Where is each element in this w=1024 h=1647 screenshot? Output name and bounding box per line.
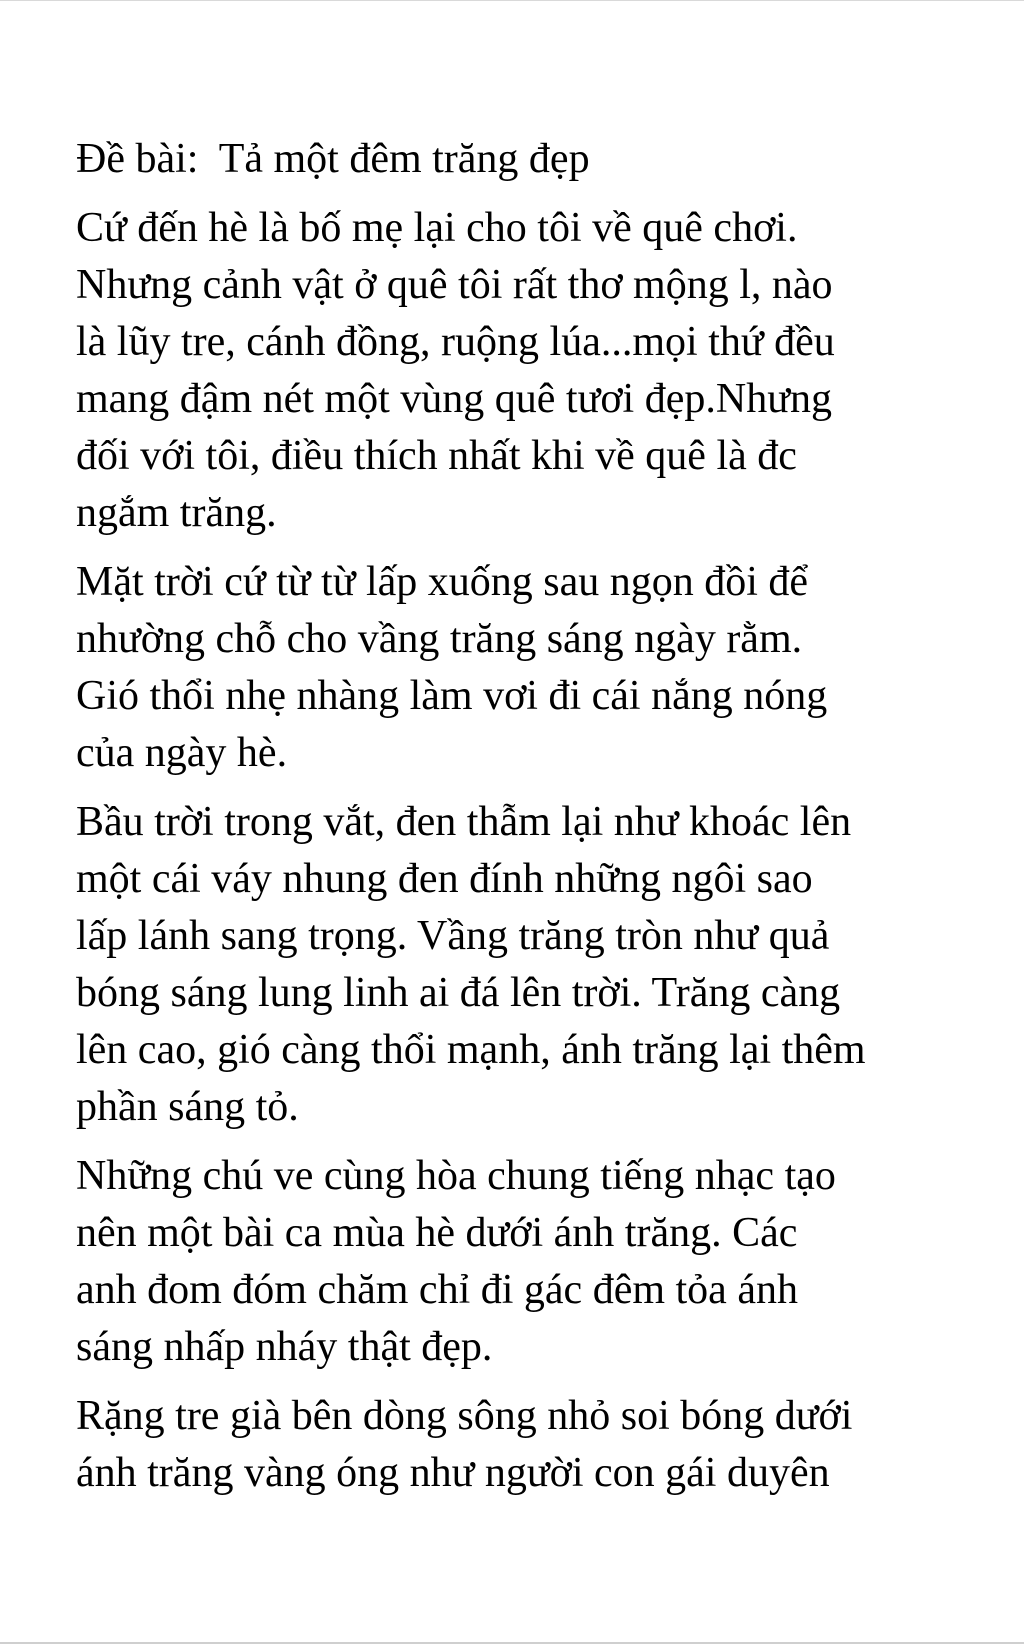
paragraph-5	[76, 1388, 996, 1502]
text-line: phần sáng tỏ.	[76, 1084, 299, 1130]
text-line: Nhưng cảnh vật ở quê tôi rất thơ mộng l, nào	[76, 262, 833, 308]
text-line: mang đậm nét một vùng quê tươi đẹp.Nhưng	[76, 376, 832, 422]
text-line: anh đom đóm chăm chỉ đi gác đêm tỏa ánh	[76, 1267, 798, 1313]
text-line: lấp lánh sang trọng. Vầng trăng tròn như quả	[76, 913, 830, 959]
paragraph-3	[76, 794, 996, 1136]
paragraph-2	[76, 554, 996, 782]
page-bottom-border	[0, 1642, 1024, 1644]
paragraph-1	[76, 200, 996, 542]
text-line: Mặt trời cứ từ từ lấp xuống sau ngọn đồi để	[76, 559, 809, 605]
text-line: Bầu trời trong vắt, đen thẫm lại như khoác lên	[76, 799, 852, 845]
document-body	[76, 131, 996, 1514]
text-line: Cứ đến hè là bố mẹ lại cho tôi về quê chơi.	[76, 205, 798, 251]
text-line: ngắm trăng.	[76, 490, 277, 536]
text-line: sáng nhấp nháy thật đẹp.	[76, 1324, 493, 1370]
text-line: Gió thổi nhẹ nhàng làm vơi đi cái nắng nóng	[76, 673, 828, 719]
text-line: Những chú ve cùng hòa chung tiếng nhạc tạo	[76, 1153, 836, 1199]
text-line: lên cao, gió càng thổi mạnh, ánh trăng lại thêm	[76, 1027, 866, 1073]
text-line: nên một bài ca mùa hè dưới ánh trăng. Các	[76, 1210, 798, 1256]
assignment-title: Đề bài: Tả một đêm trăng đẹp	[76, 136, 590, 182]
text-line: Rặng tre già bên dòng sông nhỏ soi bóng dưới	[76, 1393, 853, 1439]
paragraph-4	[76, 1148, 996, 1376]
text-line: đối với tôi, điều thích nhất khi về quê là đc	[76, 433, 797, 479]
text-line: bóng sáng lung linh ai đá lên trời. Trăng càng	[76, 970, 841, 1016]
text-line: ánh trăng vàng óng như người con gái duyên	[76, 1450, 830, 1496]
text-line: của ngày hè.	[76, 730, 288, 776]
text-line: nhường chỗ cho vầng trăng sáng ngày rằm.	[76, 616, 803, 662]
text-line: là lũy tre, cánh đồng, ruộng lúa...mọi thứ đều	[76, 319, 835, 365]
text-line: một cái váy nhung đen đính những ngôi sao	[76, 856, 813, 902]
